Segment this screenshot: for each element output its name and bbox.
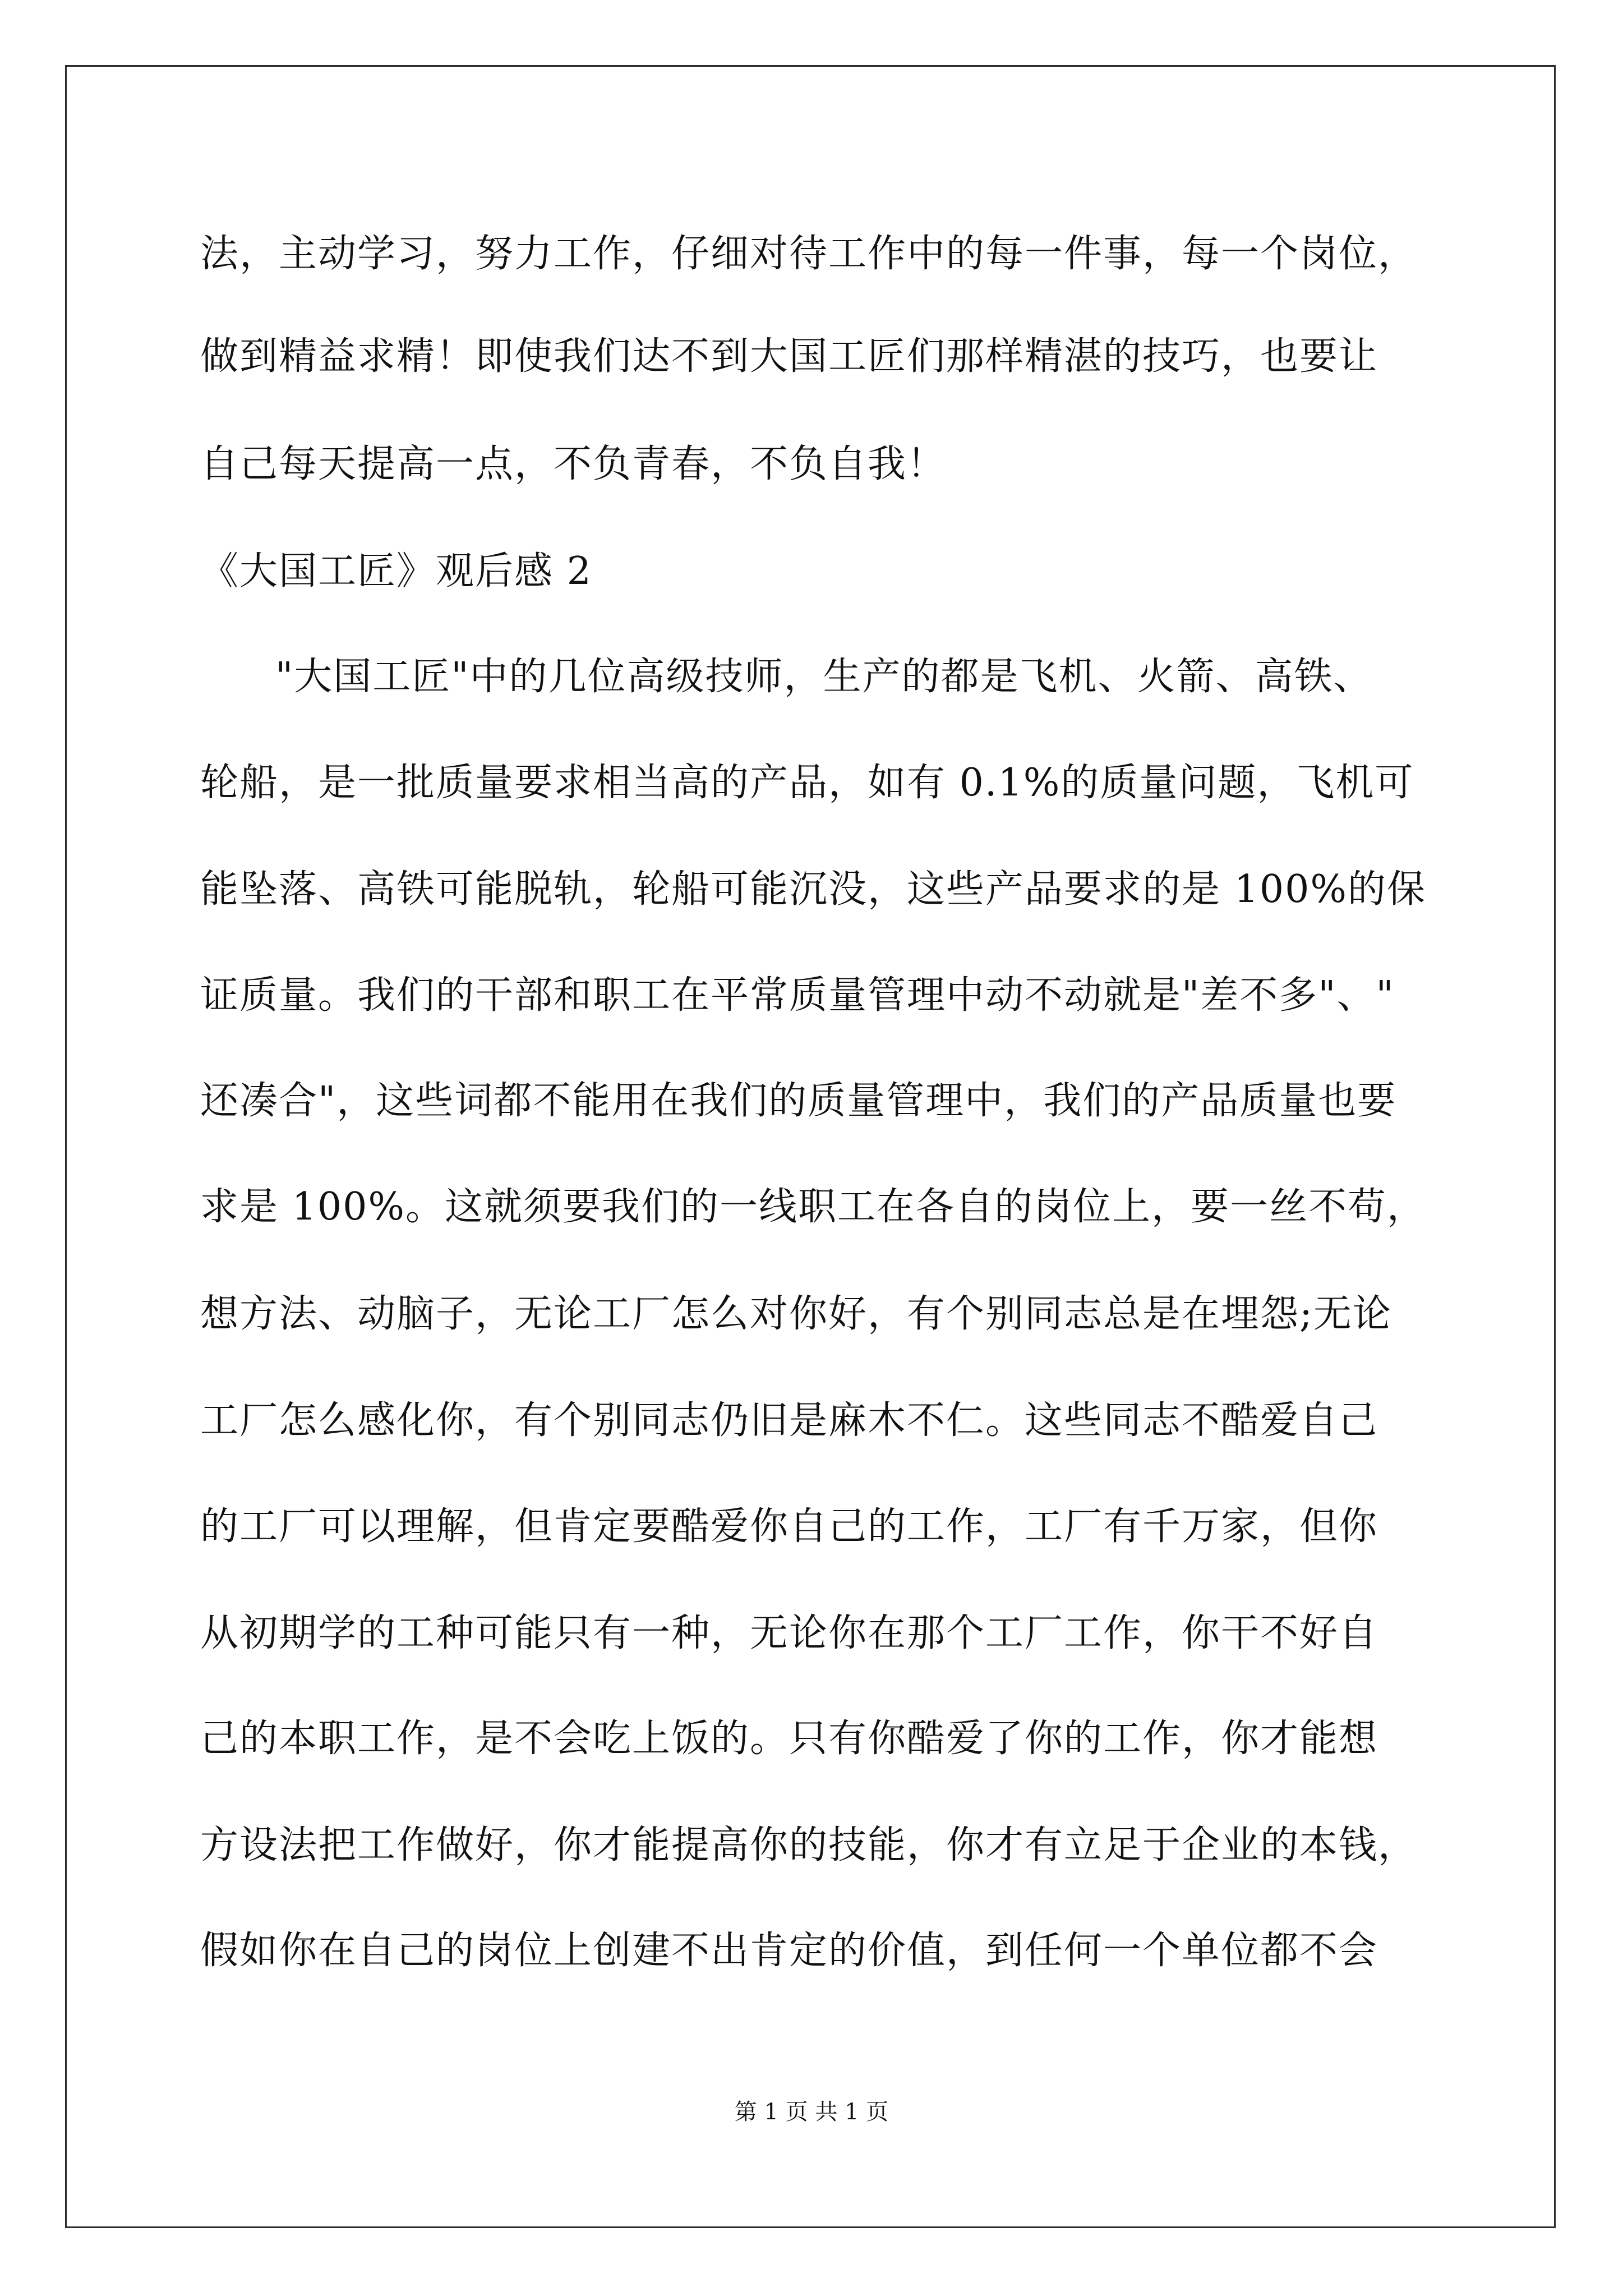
text-line: 能坠落、高铁可能脱轨，轮船可能沉没，这些产品要求的是 100%的保 xyxy=(200,867,1427,912)
text-line: 证质量。我们的干部和职工在平常质量管理中动不动就是"差不多"、" xyxy=(200,973,1395,1018)
text-line: 假如你在自己的岗位上创建不出肯定的价值，到任何一个单位都不会 xyxy=(200,1929,1378,1973)
page-border xyxy=(65,65,1556,2228)
text-line: 轮船，是一批质量要求相当高的产品，如有 0.1%的质量问题，飞机可 xyxy=(200,761,1414,805)
text-line: 做到精益求精！即使我们达不到大国工匠们那样精湛的技巧，也要让 xyxy=(200,334,1378,379)
text-line: 还凑合"，这些词都不能用在我们的质量管理中，我们的产品质量也要 xyxy=(200,1079,1397,1123)
text-line: 工厂怎么感化你，有个别同志仍旧是麻木不仁。这些同志不酷爱自己 xyxy=(200,1398,1378,1443)
text-line: 求是 100%。这就须要我们的一线职工在各自的岗位上，要一丝不苟， xyxy=(200,1185,1427,1229)
text-line: 的工厂可以理解，但肯定要酷爱你自己的工作，工厂有千万家，但你 xyxy=(200,1504,1378,1549)
text-line: 自己每天提高一点，不负青春，不负自我！ xyxy=(200,442,947,486)
text-line: 方设法把工作做好，你才能提高你的技能，你才有立足于企业的本钱， xyxy=(200,1823,1418,1867)
text-line: "大国工匠"中的几位高级技师，生产的都是飞机、火箭、高铁、 xyxy=(275,655,1373,699)
section-heading: 《大国工匠》观后感 2 xyxy=(200,549,592,593)
page-footer: 第 1 页 共 1 页 xyxy=(734,2099,889,2125)
text-line: 己的本职工作，是不会吃上饭的。只有你酷爱了你的工作，你才能想 xyxy=(200,1717,1378,1761)
text-line: 从初期学的工种可能只有一种，无论你在那个工厂工作，你干不好自 xyxy=(200,1611,1378,1655)
text-line: 想方法、动脑子，无论工厂怎么对你好，有个别同志总是在埋怨;无论 xyxy=(200,1292,1392,1336)
text-line: 法，主动学习，努力工作，仔细对待工作中的每一件事，每一个岗位， xyxy=(200,232,1418,276)
